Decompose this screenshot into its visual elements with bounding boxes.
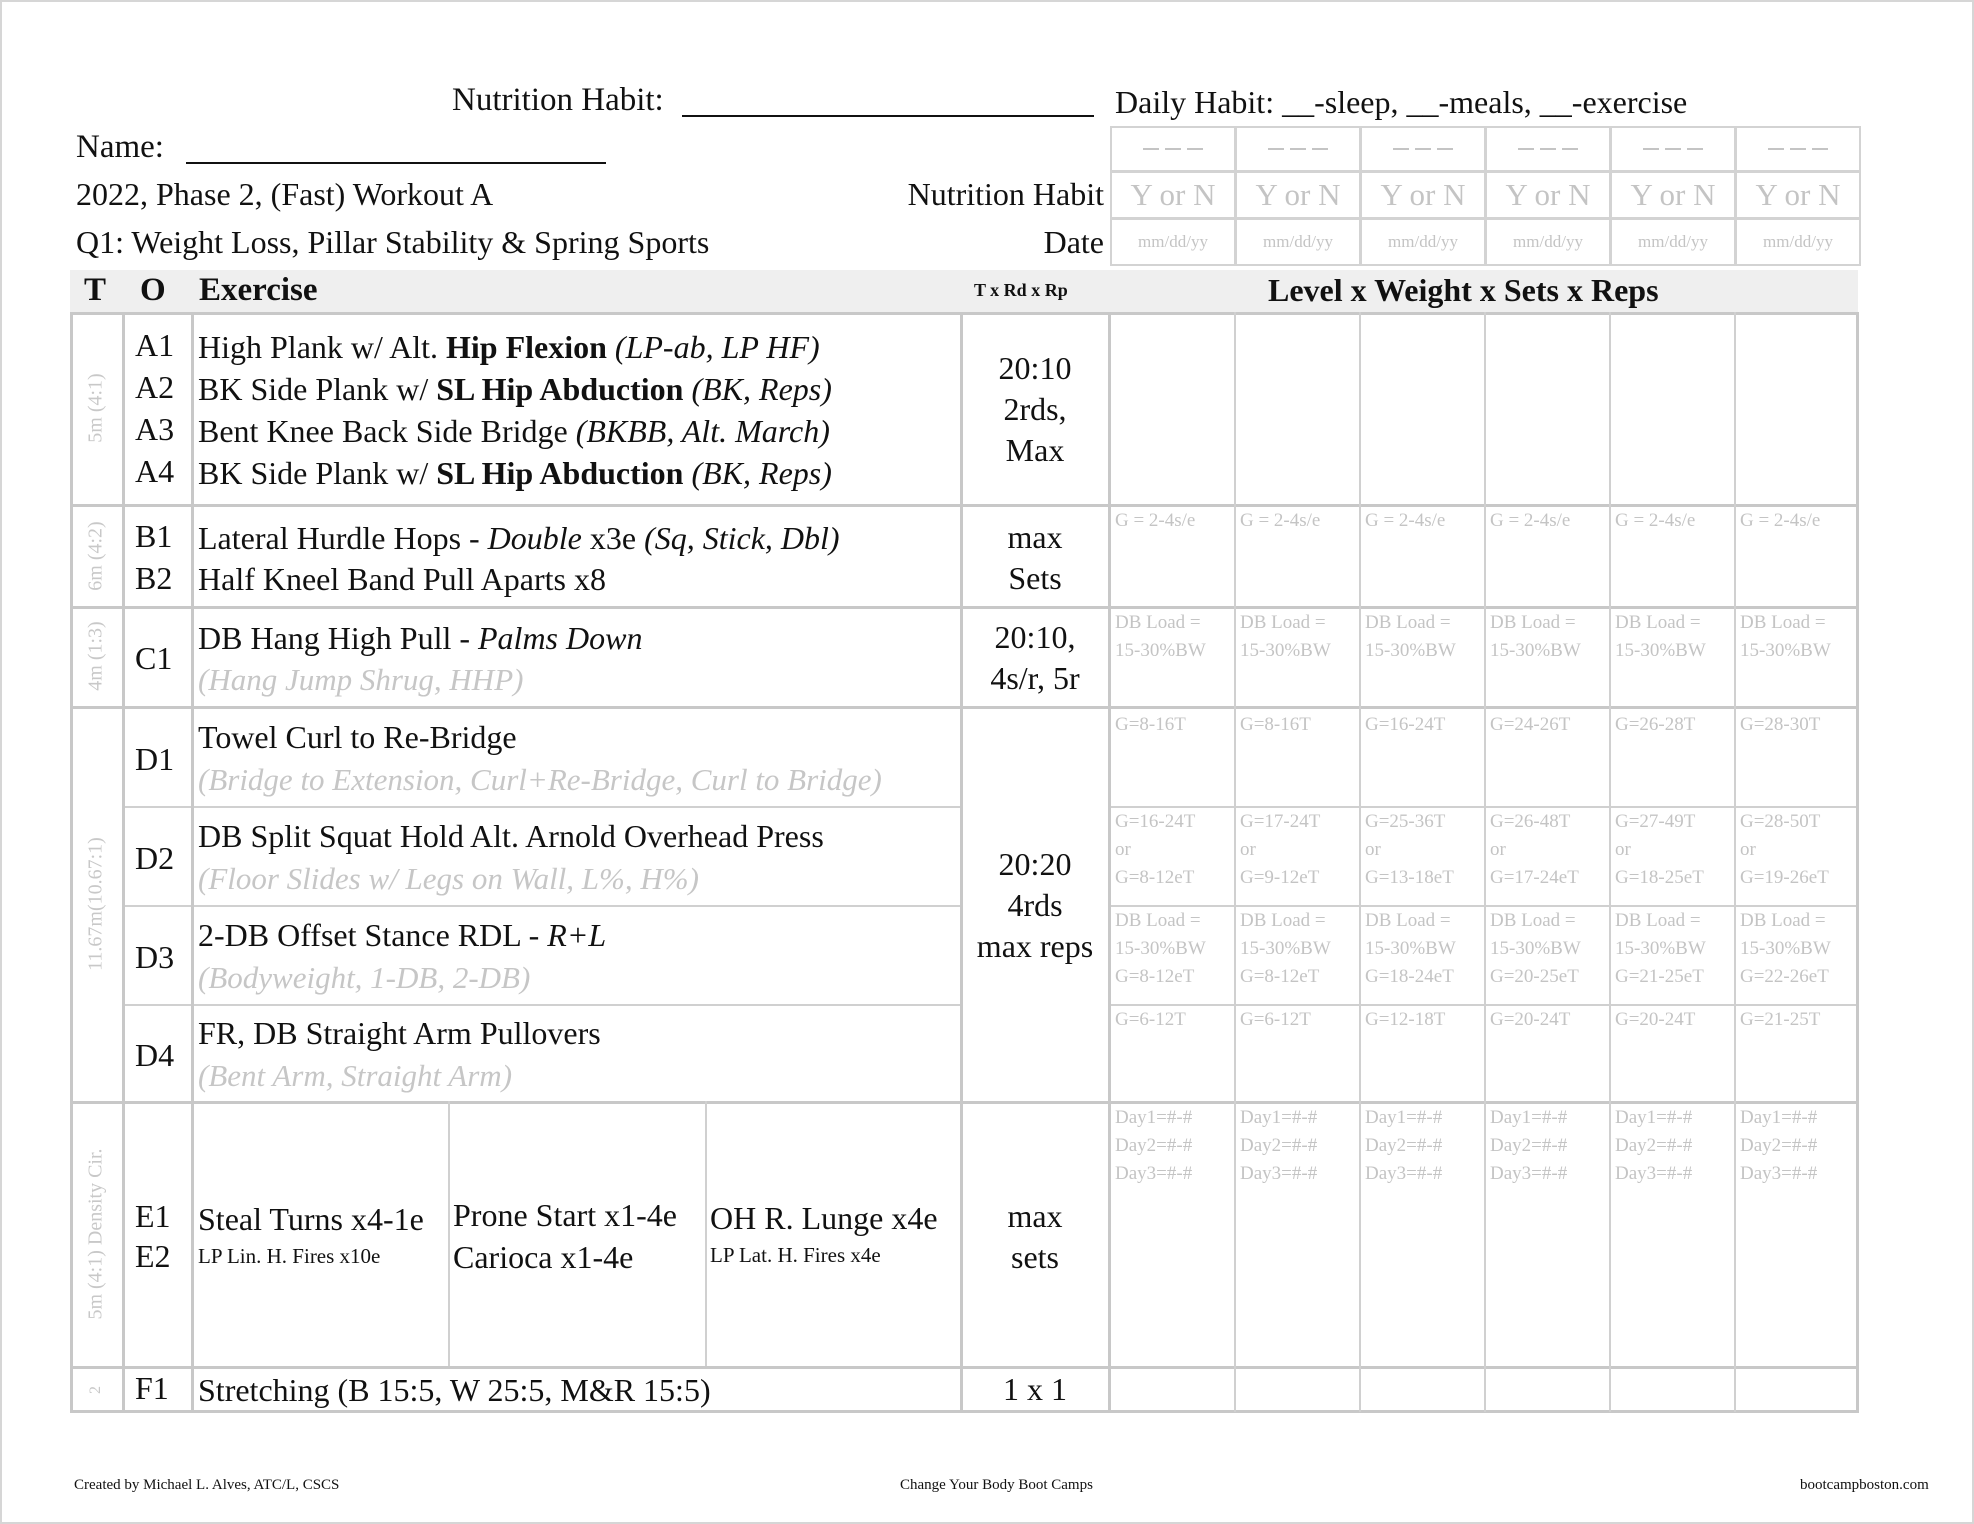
table-right-border: [1856, 312, 1859, 1413]
exercise-b2: Half Kneel Band Pull Aparts x8: [198, 561, 606, 597]
code-e2: E2: [135, 1238, 171, 1274]
prescription-a-line-1: 20:10: [998, 350, 1072, 386]
name-label: Name:: [76, 129, 164, 165]
date-row-label: Date: [1043, 224, 1104, 260]
date-cell[interactable]: mm/dd/yy: [1110, 218, 1236, 266]
date-cell[interactable]: mm/dd/yy: [1360, 218, 1486, 266]
nutrition-yn-cell[interactable]: Y or N: [1360, 171, 1486, 219]
guide-b-day-1: G = 2-4s/e: [1115, 510, 1196, 531]
nutrition-yn-cell[interactable]: Y or N: [1235, 171, 1361, 219]
block-b-divider: [70, 606, 1858, 609]
prescription-b-line-1: max: [1007, 519, 1063, 555]
guide-d1-day-5: G=26-28T: [1615, 714, 1696, 735]
code-d4: D4: [135, 1037, 175, 1073]
prescription-a: [960, 348, 1110, 471]
log-col-divider-4: [1609, 312, 1611, 1412]
nutrition-habit-row-label: Nutrition Habit: [907, 176, 1104, 212]
guide-d4-day-6: G=21-25T: [1740, 1009, 1821, 1030]
exercise-a3: Bent Knee Back Side Bridge (BKBB, Alt. March): [198, 413, 830, 449]
guide-d4-day-4: G=20-24T: [1490, 1009, 1571, 1030]
exercise-b1: Lateral Hurdle Hops - Double x3e (Sq, Stick, Dbl): [198, 520, 840, 556]
date-cell[interactable]: mm/dd/yy: [1610, 218, 1736, 266]
guide-d3-day-1: DB Load = 15-30%BW G=8-12eT: [1115, 910, 1206, 987]
prescription-a-line-2: 2rds,: [1003, 391, 1067, 427]
guide-b-day-2: G = 2-4s/e: [1240, 510, 1321, 531]
guide-d1-day-3: G=16-24T: [1365, 714, 1446, 735]
guide-d3-day-6: DB Load = 15-30%BW G=22-26eT: [1740, 910, 1831, 987]
guide-d4-day-3: G=12-18T: [1365, 1009, 1446, 1030]
footer-website: bootcampboston.com: [1800, 1477, 1929, 1493]
prescription-e: [960, 1196, 1110, 1278]
nutrition-habit-field[interactable]: [682, 115, 1094, 117]
d3-divider: [122, 1004, 962, 1006]
block-d-time: 11.67m(10.67:1): [84, 837, 107, 971]
workout-title: 2022, Phase 2, (Fast) Workout A: [76, 176, 494, 212]
exercise-c1: DB Hang High Pull - Palms Down: [198, 620, 643, 656]
prescription-b-line-2: Sets: [1008, 560, 1062, 596]
col-header-log: Level x Weight x Sets x Reps: [1268, 272, 1659, 308]
prescription-d-line-2: 4rds: [1007, 887, 1063, 923]
e-col-divider-1: [448, 1101, 450, 1366]
col-header-t: T: [84, 272, 107, 308]
circuit-e-station-1-sub: LP Lin. H. Fires x10e: [198, 1244, 381, 1268]
block-c-time: 4m (1:3): [84, 621, 107, 691]
exercise-a2: BK Side Plank w/ SL Hip Abduction (BK, Reps): [198, 371, 832, 407]
guide-c-day-4: DB Load = 15-30%BW: [1490, 612, 1581, 661]
log-col-divider-1: [1234, 312, 1236, 1412]
guide-d2-day-6: G=28-50T or G=19-26eT: [1740, 811, 1829, 888]
guide-e-day-1: Day1=#-# Day2=#-# Day3=#-#: [1115, 1107, 1193, 1184]
e-col-divider-2: [705, 1101, 707, 1366]
circuit-e-station-2-sub: Carioca x1-4e: [453, 1239, 634, 1275]
code-f1: F1: [135, 1370, 169, 1406]
code-a1: A1: [135, 327, 175, 363]
t-col-divider: [122, 312, 125, 1413]
circuit-e-station-3-sub: LP Lat. H. Fires x4e: [710, 1243, 881, 1267]
exercise-d3-alternatives: (Bodyweight, 1-DB, 2-DB): [198, 960, 531, 995]
table-left-border: [70, 312, 73, 1413]
guide-e-day-2: Day1=#-# Day2=#-# Day3=#-#: [1240, 1107, 1318, 1184]
guide-e-day-5: Day1=#-# Day2=#-# Day3=#-#: [1615, 1107, 1693, 1184]
block-a-time: 5m (4:1): [84, 373, 107, 443]
guide-b-day-5: G = 2-4s/e: [1615, 510, 1696, 531]
table-top-border: [70, 312, 1858, 315]
daily-habit-cell[interactable]: [1735, 126, 1861, 172]
exercise-d2: DB Split Squat Hold Alt. Arnold Overhead Press: [198, 818, 824, 854]
col-header-exercise: Exercise: [199, 272, 318, 308]
exercise-c1-alternatives: (Hang Jump Shrug, HHP): [198, 662, 524, 697]
prescription-d-line-1: 20:20: [998, 846, 1072, 882]
guide-d3-day-3: DB Load = 15-30%BW G=18-24eT: [1365, 910, 1456, 987]
exercise-d1: Towel Curl to Re-Bridge: [198, 719, 517, 755]
exercise-a4: BK Side Plank w/ SL Hip Abduction (BK, Reps): [198, 455, 832, 491]
guide-d4-day-5: G=20-24T: [1615, 1009, 1696, 1030]
guide-d3-day-2: DB Load = 15-30%BW G=8-12eT: [1240, 910, 1331, 987]
nutrition-yn-cell[interactable]: Y or N: [1735, 171, 1861, 219]
log-col-divider-5: [1734, 312, 1736, 1412]
code-d2: D2: [135, 840, 175, 876]
daily-habit-cell[interactable]: [1485, 126, 1611, 172]
guide-d2-day-5: G=27-49T or G=18-25eT: [1615, 811, 1704, 888]
prescription-a-line-3: Max: [1005, 432, 1065, 468]
guide-c-day-6: DB Load = 15-30%BW: [1740, 612, 1831, 661]
prescription-d: [960, 844, 1110, 967]
code-e1: E1: [135, 1198, 171, 1234]
nutrition-yn-cell[interactable]: Y or N: [1610, 171, 1736, 219]
guide-d4-day-2: G=6-12T: [1240, 1009, 1311, 1030]
name-row: [76, 131, 606, 164]
circuit-e-station-1: Steal Turns x4-1e: [198, 1201, 424, 1237]
prescription-e-line-1: max: [1007, 1198, 1063, 1234]
block-a-divider: [70, 504, 1858, 507]
code-b2: B2: [135, 560, 173, 596]
guide-b-day-3: G = 2-4s/e: [1365, 510, 1446, 531]
daily-habit-text: Daily Habit: __-sleep, __-meals, __-exercise: [1115, 84, 1688, 120]
guide-d2-day-3: G=25-36T or G=13-18eT: [1365, 811, 1454, 888]
d1-divider: [122, 806, 962, 808]
nutrition-habit-label: Nutrition Habit:: [452, 82, 664, 118]
block-b-time: 6m (4:2): [84, 521, 107, 591]
code-c1: C1: [135, 640, 173, 676]
prescription-c: [960, 617, 1110, 699]
prescription-b: [960, 517, 1110, 599]
nutrition-yn-cell[interactable]: Y or N: [1110, 171, 1236, 219]
block-c-divider: [70, 706, 1858, 709]
block-d-divider: [70, 1101, 1858, 1104]
date-cell[interactable]: mm/dd/yy: [1735, 218, 1861, 266]
guide-e-day-3: Day1=#-# Day2=#-# Day3=#-#: [1365, 1107, 1443, 1184]
exercise-d4-alternatives: (Bent Arm, Straight Arm): [198, 1058, 513, 1093]
guide-d1-day-4: G=24-26T: [1490, 714, 1571, 735]
code-b1: B1: [135, 518, 173, 554]
guide-b-day-4: G = 2-4s/e: [1490, 510, 1571, 531]
guide-b-day-6: G = 2-4s/e: [1740, 510, 1821, 531]
guide-c-day-2: DB Load = 15-30%BW: [1240, 612, 1331, 661]
o-col-divider: [191, 312, 194, 1413]
code-d1: D1: [135, 741, 175, 777]
daily-habit-cell[interactable]: [1110, 126, 1236, 172]
guide-d2-day-1: G=16-24T or G=8-12eT: [1115, 811, 1196, 888]
guide-d2-day-2: G=17-24T or G=9-12eT: [1240, 811, 1321, 888]
prescription-f: 1 x 1: [1003, 1371, 1067, 1407]
guide-d1-day-2: G=8-16T: [1240, 714, 1311, 735]
code-a3: A3: [135, 411, 175, 447]
exercise-f1: Stretching (B 15:5, W 25:5, M&R 15:5): [198, 1372, 711, 1408]
daily-habit-cell[interactable]: [1360, 126, 1486, 172]
nutrition-habit-header: [452, 84, 1094, 117]
guide-d1-day-1: G=8-16T: [1115, 714, 1186, 735]
block-f-time: 2: [87, 1386, 104, 1394]
prescription-d-line-3: max reps: [976, 928, 1094, 964]
guide-d3-day-5: DB Load = 15-30%BW G=21-25eT: [1615, 910, 1706, 987]
code-a4: A4: [135, 453, 175, 489]
guide-e-day-4: Day1=#-# Day2=#-# Day3=#-#: [1490, 1107, 1568, 1184]
block-e-time: 5m (4:1) Density Cir.: [84, 1148, 107, 1320]
date-cell[interactable]: mm/dd/yy: [1485, 218, 1611, 266]
quarter-focus: Q1: Weight Loss, Pillar Stability & Spring Sports: [76, 224, 710, 260]
footer-credit: Created by Michael L. Alves, ATC/L, CSCS: [74, 1477, 340, 1493]
guide-e-day-6: Day1=#-# Day2=#-# Day3=#-#: [1740, 1107, 1818, 1184]
guide-d4-day-1: G=6-12T: [1115, 1009, 1186, 1030]
guide-c-day-1: DB Load = 15-30%BW: [1115, 612, 1206, 661]
col-header-prescription: T x Rd x Rp: [974, 280, 1068, 300]
nutrition-yn-cell[interactable]: Y or N: [1485, 171, 1611, 219]
guide-d2-day-4: G=26-48T or G=17-24eT: [1490, 811, 1579, 888]
prescription-e-line-2: sets: [1011, 1239, 1059, 1275]
guide-d3-day-4: DB Load = 15-30%BW G=20-25eT: [1490, 910, 1581, 987]
guide-c-day-3: DB Load = 15-30%BW: [1365, 612, 1456, 661]
exercise-a1: High Plank w/ Alt. Hip Flexion (LP-ab, LP HF): [198, 329, 820, 365]
daily-habit-cell[interactable]: [1235, 126, 1361, 172]
circuit-e-station-2: Prone Start x1-4e: [453, 1197, 677, 1233]
exercise-d4: FR, DB Straight Arm Pullovers: [198, 1015, 601, 1051]
log-col-divider-2: [1359, 312, 1361, 1412]
code-a2: A2: [135, 369, 175, 405]
guide-c-day-5: DB Load = 15-30%BW: [1615, 612, 1706, 661]
exercise-d3: 2-DB Offset Stance RDL - R+L: [198, 917, 607, 953]
log-col-divider-3: [1484, 312, 1486, 1412]
circuit-e-station-3: OH R. Lunge x4e: [710, 1200, 938, 1236]
prescription-c-line-1: 20:10,: [994, 619, 1076, 655]
date-cell[interactable]: mm/dd/yy: [1235, 218, 1361, 266]
exercise-d2-alternatives: (Floor Slides w/ Legs on Wall, L%, H%): [198, 861, 699, 896]
col-header-o: O: [140, 272, 166, 308]
name-field[interactable]: [186, 162, 606, 164]
exercise-d1-alternatives: (Bridge to Extension, Curl+Re-Bridge, Curl to Bridge): [198, 762, 882, 797]
daily-habit-cell[interactable]: [1610, 126, 1736, 172]
d2-divider: [122, 905, 962, 907]
guide-d1-day-6: G=28-30T: [1740, 714, 1821, 735]
prescription-c-line-2: 4s/r, 5r: [990, 660, 1080, 696]
code-d3: D3: [135, 939, 175, 975]
footer-brand: Change Your Body Boot Camps: [900, 1477, 1093, 1493]
